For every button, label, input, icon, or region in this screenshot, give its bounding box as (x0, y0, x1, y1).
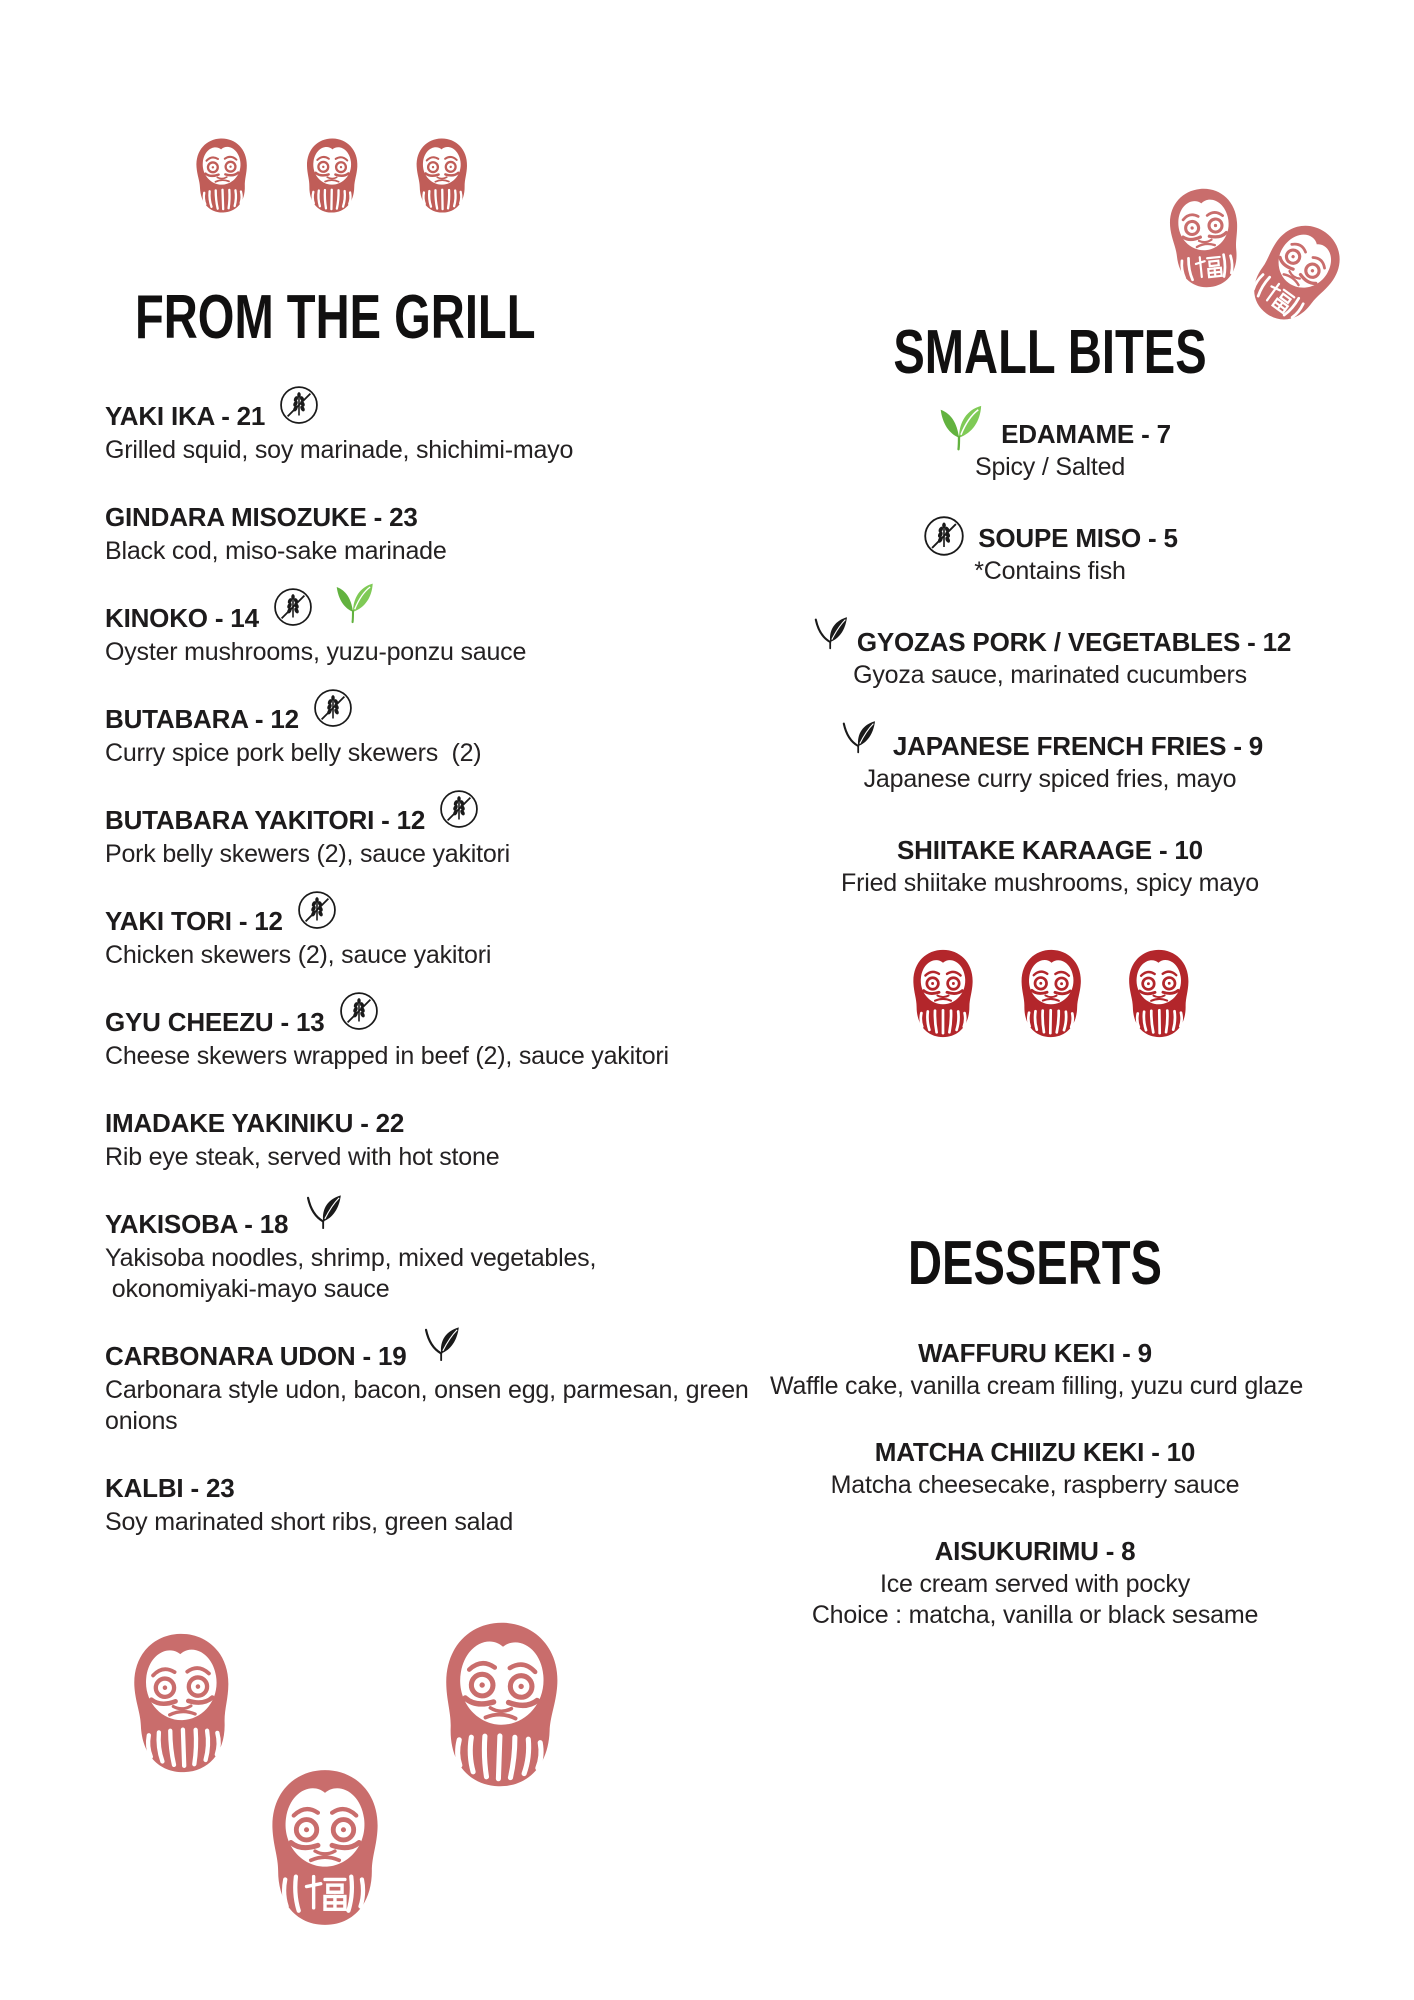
item-description: Chicken skewers (2), sauce yakitori (105, 941, 492, 969)
item-name: YAKI TORI - 12 (105, 906, 283, 936)
item-description: Gyoza sauce, marinated cucumbers (853, 661, 1247, 689)
item-name: SOUPE MISO - 5 (978, 522, 1178, 553)
item-name: GINDARA MISOZUKE - 23 (105, 502, 418, 532)
item-name: BUTABARA YAKITORI - 12 (105, 805, 426, 835)
item-description: Fried shiitake mushrooms, spicy mayo (841, 869, 1259, 897)
menu-item-gyu-cheezu (105, 1006, 705, 1072)
menu-item-carbonara-udon (105, 1340, 749, 1437)
menu-item-edamame (795, 417, 1305, 483)
item-description: Cheese skewers wrapped in beef (2), sauce yakitori (105, 1042, 669, 1070)
menu-item-yaki-ika (105, 400, 705, 466)
item-description: Soy marinated short ribs, green salad (105, 1508, 514, 1536)
item-description: Oyster mushrooms, yuzu-ponzu sauce (105, 638, 527, 666)
sprout-icon (327, 602, 379, 635)
menu-item-waffuru-keki (770, 1336, 1304, 1402)
gluten-free-icon (272, 602, 314, 635)
section-desserts (770, 1229, 1304, 1664)
item-name: CARBONARA UDON - 19 (105, 1341, 407, 1371)
item-description: Ice cream served with pocky (880, 1570, 1190, 1598)
item-name: EDAMAME - 7 (1001, 418, 1171, 449)
menu-item-shiitake-karaage (795, 833, 1305, 899)
item-description: Curry spice pork belly skewers (2) (105, 739, 482, 767)
leaf-icon (301, 1208, 347, 1241)
item-name: MATCHA CHIIZU KEKI - 10 (874, 1436, 1196, 1467)
daruma-stamp-icon (1118, 943, 1200, 1043)
item-name: WAFFURU KEKI - 9 (918, 1337, 1152, 1368)
item-description: Spicy / Salted (974, 453, 1126, 481)
menu-item-matcha-chiizu-keki (770, 1435, 1300, 1501)
menu-item-yaki-tori (105, 905, 705, 971)
menu-item-imadake-yakiniku (105, 1107, 705, 1173)
menu-item-kalbi (105, 1472, 705, 1538)
daruma-stamp-icon (407, 130, 477, 220)
gluten-free-icon (438, 804, 480, 837)
item-description: Yakisoba noodles, shrimp, mixed vegetables, (105, 1244, 597, 1272)
gluten-free-icon (278, 400, 320, 433)
menu-item-gyozas (795, 625, 1305, 691)
section-title-grill: FROM THE GRILL (135, 283, 536, 352)
item-name: KALBI - 23 (105, 1473, 235, 1503)
item-name: SHIITAKE KARAAGE - 10 (897, 834, 1203, 865)
item-name: KINOKO - 14 (105, 603, 259, 633)
item-description-line2: okonomiyaki-mayo sauce (105, 1275, 390, 1303)
item-description: Black cod, miso-sake marinade (105, 537, 447, 565)
daruma-stamp-row-top-left (188, 131, 476, 220)
item-name: BUTABARA - 12 (105, 704, 299, 734)
daruma-stamp-row-mid-right (903, 944, 1199, 1043)
item-name: YAKI IKA - 21 (105, 401, 266, 431)
item-description: *Contains fish (974, 557, 1126, 585)
item-description: Grilled squid, soy marinade, shichimi-mayo (105, 436, 574, 464)
item-name: IMADAKE YAKINIKU - 22 (105, 1108, 405, 1138)
item-description: Carbonara style udon, bacon, onsen egg, parmesan, green (105, 1376, 749, 1404)
item-name: GYOZAS PORK / VEGETABLES - 12 (856, 626, 1292, 657)
item-name: GYU CHEEZU - 13 (105, 1007, 325, 1037)
menu-item-butabara (105, 703, 705, 769)
item-description: Matcha cheesecake, raspberry sauce (830, 1471, 1240, 1499)
daruma-stamp-icon (1010, 943, 1092, 1043)
menu-item-aisukurimu (770, 1534, 1300, 1631)
menu-item-japanese-french-fries (795, 729, 1305, 795)
item-description: Waffle cake, vanilla cream filling, yuzu curd glaze (770, 1372, 1304, 1400)
item-description-line2: onions (105, 1407, 178, 1435)
section-from-the-grill (105, 283, 749, 1573)
menu-item-kinoko (105, 602, 705, 668)
daruma-stamp-icon (903, 944, 983, 1043)
daruma-icon (423, 1607, 580, 1801)
item-description: Rib eye steak, served with hot stone (105, 1143, 500, 1171)
item-description-line2: Choice : matcha, vanilla or black sesame (811, 1601, 1259, 1629)
menu-item-yakisoba (105, 1208, 705, 1305)
gluten-free-icon (312, 703, 354, 736)
gluten-free-icon (296, 905, 338, 938)
section-title-small-bites: SMALL BITES (893, 318, 1207, 387)
gluten-free-icon (922, 522, 966, 555)
item-name: YAKISOBA - 18 (105, 1209, 289, 1239)
item-name: AISUKURIMU - 8 (934, 1535, 1136, 1566)
item-description: Pork belly skewers (2), sauce yakitori (105, 840, 511, 868)
daruma-fuku-icon (254, 1763, 396, 1932)
sprout-icon (929, 418, 989, 451)
section-small-bites (795, 318, 1305, 937)
gluten-free-icon (338, 1006, 380, 1039)
menu-item-soupe-miso (795, 521, 1305, 587)
leaf-icon (837, 730, 881, 763)
leaf-icon (809, 626, 853, 659)
section-title-desserts: DESSERTS (907, 1229, 1162, 1298)
menu-item-butabara-yakitori (105, 804, 705, 870)
daruma-stamp-icon (186, 130, 257, 221)
item-name: JAPANESE FRENCH FRIES - 9 (892, 730, 1264, 761)
leaf-icon (419, 1340, 465, 1373)
item-description: Japanese curry spiced fries, mayo (863, 765, 1237, 793)
daruma-stamp-icon (297, 130, 367, 220)
menu-item-gindara-misozuke (105, 501, 705, 567)
daruma-icon (113, 1628, 250, 1779)
